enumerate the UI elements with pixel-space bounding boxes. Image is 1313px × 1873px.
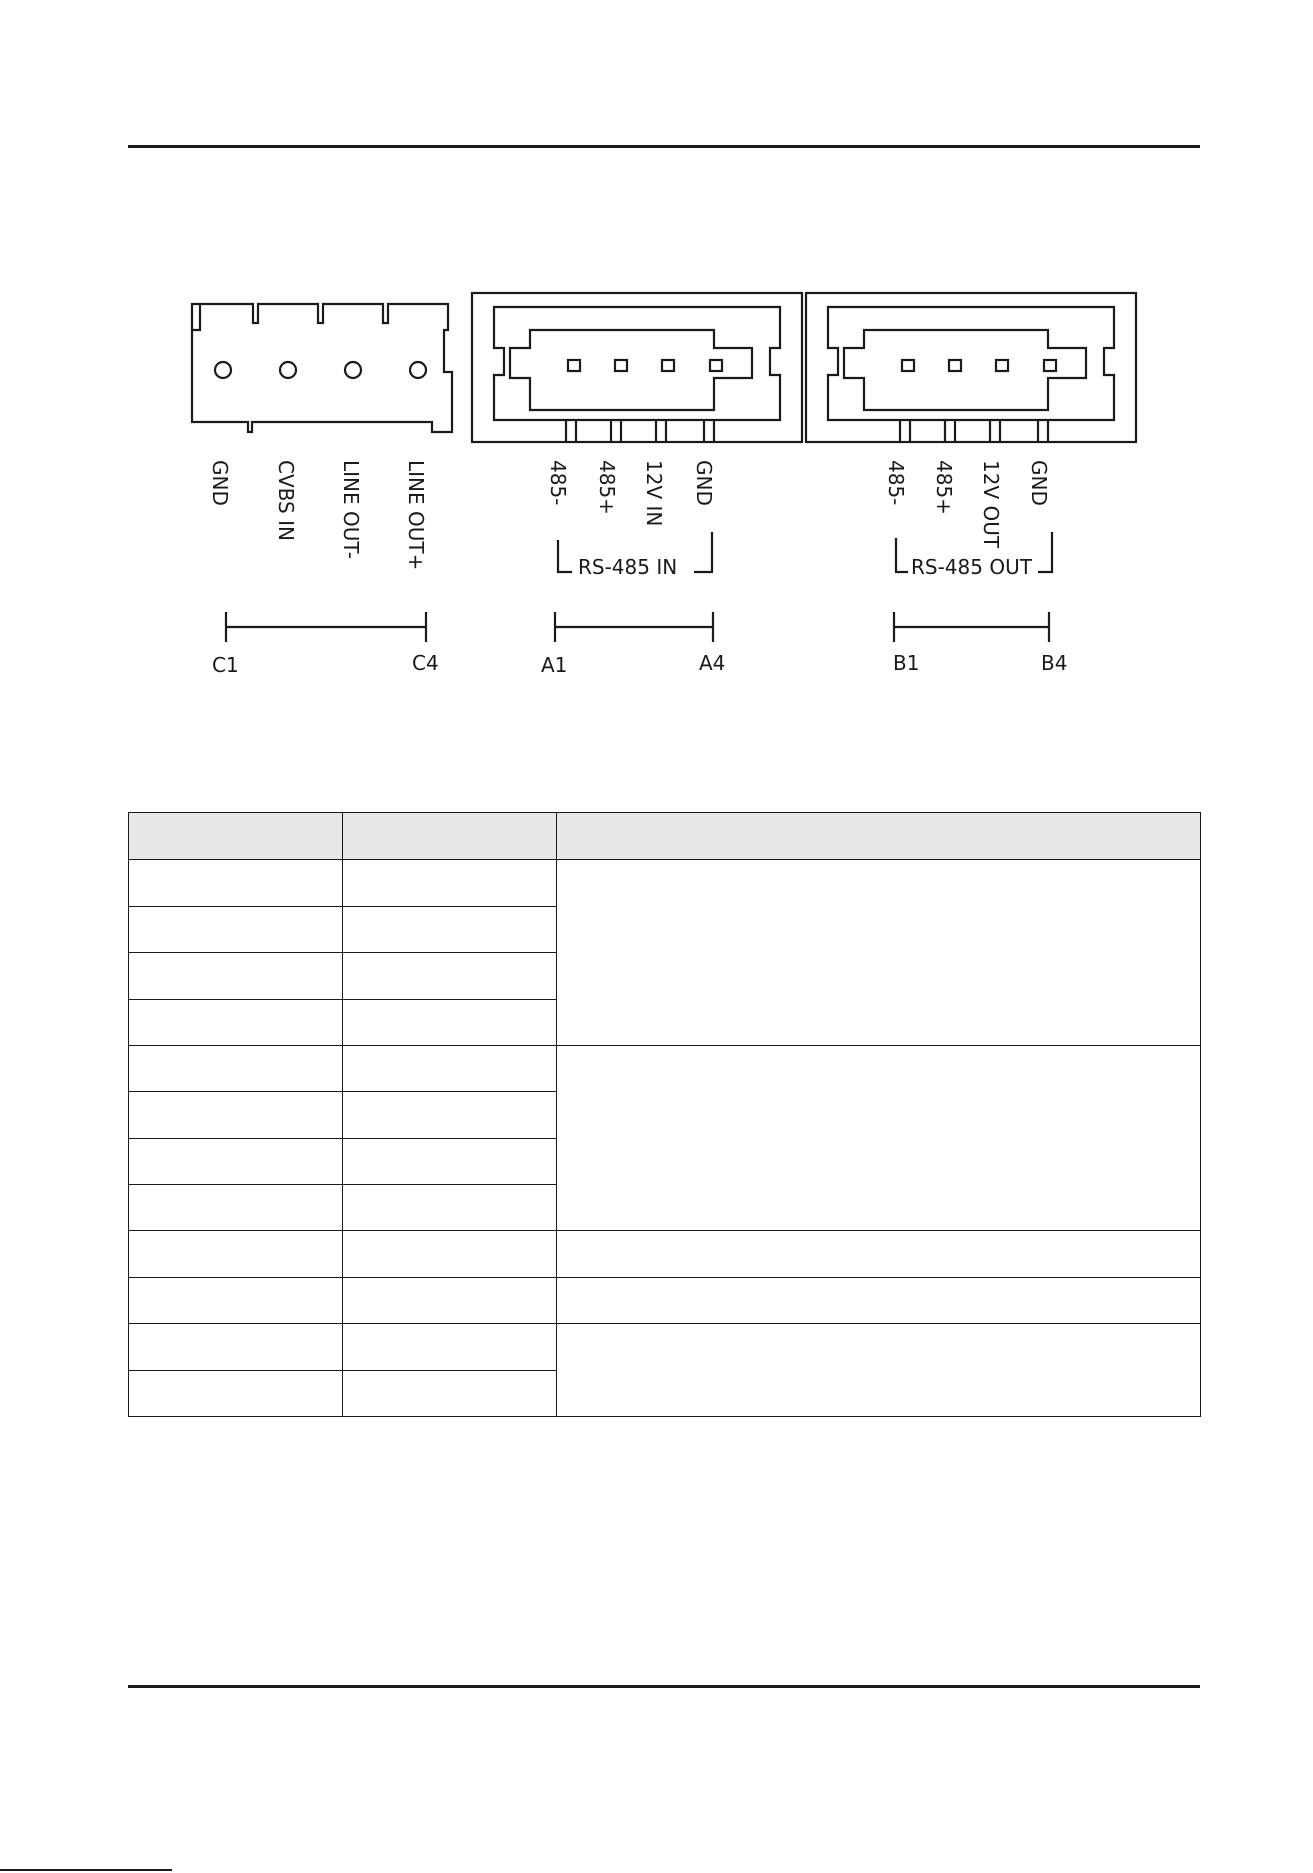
table-cell: [343, 1138, 557, 1184]
table-row: [129, 1045, 1201, 1091]
table-description-cell: [557, 1324, 1201, 1417]
range-end-b: B4: [1041, 651, 1068, 675]
range-end-c: C4: [412, 651, 439, 675]
table-cell: [343, 953, 557, 999]
pin-label-a3: 12V IN: [642, 460, 666, 527]
range-end-a: A4: [699, 651, 726, 675]
rs485-in-pin-2: [615, 360, 627, 371]
table-cell: [343, 1045, 557, 1091]
table-header-row: [129, 813, 1201, 860]
rs485-out-group-label: RS-485 OUT: [911, 555, 1032, 579]
table-cell: [129, 953, 343, 999]
table-cell: [129, 1045, 343, 1091]
terminal-hole-c1: [215, 362, 231, 378]
rs485-in-bracket-right: [694, 532, 712, 572]
table-cell: [129, 1277, 343, 1323]
terminal-table: [128, 812, 1201, 1417]
rs485-in-group-label: RS-485 IN: [578, 555, 678, 579]
table-header-cell: [129, 813, 343, 860]
terminal-hole-c4: [410, 362, 426, 378]
table-description-cell: [557, 1045, 1201, 1231]
pin-label-c3: LINE OUT-: [339, 460, 363, 559]
table-row: [129, 1277, 1201, 1323]
footer-rule: [128, 1685, 1200, 1688]
rs485-out-bracket-left: [896, 538, 908, 572]
table-header-cell: [343, 813, 557, 860]
range-line-a: [555, 612, 713, 642]
range-start-b: B1: [893, 651, 920, 675]
pin-label-b2: 485+: [932, 460, 956, 515]
table-row: [129, 860, 1201, 906]
table-row: [129, 1231, 1201, 1277]
pin-label-a2: 485+: [595, 460, 619, 515]
table-cell: [129, 1138, 343, 1184]
table-cell: [343, 1324, 557, 1370]
range-line-c: [226, 612, 426, 642]
pin-label-c2: CVBS IN: [274, 460, 298, 541]
pin-label-c1: GND: [208, 460, 232, 506]
table-cell: [343, 1277, 557, 1323]
table-cell: [129, 1370, 343, 1416]
rs485-in-pin-1: [568, 360, 580, 371]
table-cell: [343, 906, 557, 952]
range-line-b: [894, 612, 1049, 642]
rs485-out-pin-2: [949, 360, 961, 371]
table-description-cell: [557, 1231, 1201, 1277]
table-cell: [129, 1092, 343, 1138]
pin-label-c4: LINE OUT+: [404, 460, 428, 571]
table-cell: [129, 1231, 343, 1277]
rs485-out-bracket-right: [1038, 532, 1052, 572]
table-cell: [129, 1324, 343, 1370]
table-cell: [343, 1092, 557, 1138]
pin-label-b3: 12V OUT: [979, 460, 1003, 549]
table-cell: [343, 1185, 557, 1231]
rs485-in-pin-3: [662, 360, 674, 371]
rs485-out-pin-1: [902, 360, 914, 371]
rs485-out-pin-4: [1044, 360, 1056, 371]
footer-strip: [0, 1866, 1313, 1873]
terminal-hole-c2: [280, 362, 296, 378]
table-description-cell: [557, 1277, 1201, 1323]
table-description-cell: [557, 860, 1201, 1046]
terminal-hole-c3: [345, 362, 361, 378]
wiring-diagram: [0, 0, 1313, 700]
rs485-in-bracket-left: [558, 540, 572, 572]
range-start-a: A1: [541, 653, 568, 677]
table-cell: [129, 906, 343, 952]
table-cell: [129, 999, 343, 1045]
table-row: [129, 1324, 1201, 1370]
range-start-c: C1: [212, 653, 239, 677]
pin-label-b4: GND: [1027, 460, 1051, 506]
table-cell: [129, 860, 343, 906]
table-cell: [343, 1231, 557, 1277]
table-cell: [343, 1370, 557, 1416]
rs485-in-pin-4: [710, 360, 722, 371]
table-cell: [343, 999, 557, 1045]
rs485-out-pin-3: [996, 360, 1008, 371]
pin-label-a4: GND: [692, 460, 716, 506]
table-cell: [343, 860, 557, 906]
table-header-cell: [557, 813, 1201, 860]
footer-solid-line: [0, 1869, 172, 1871]
table-cell: [129, 1185, 343, 1231]
pin-label-b1: 485-: [884, 460, 908, 506]
pin-label-a1: 485-: [546, 460, 570, 506]
